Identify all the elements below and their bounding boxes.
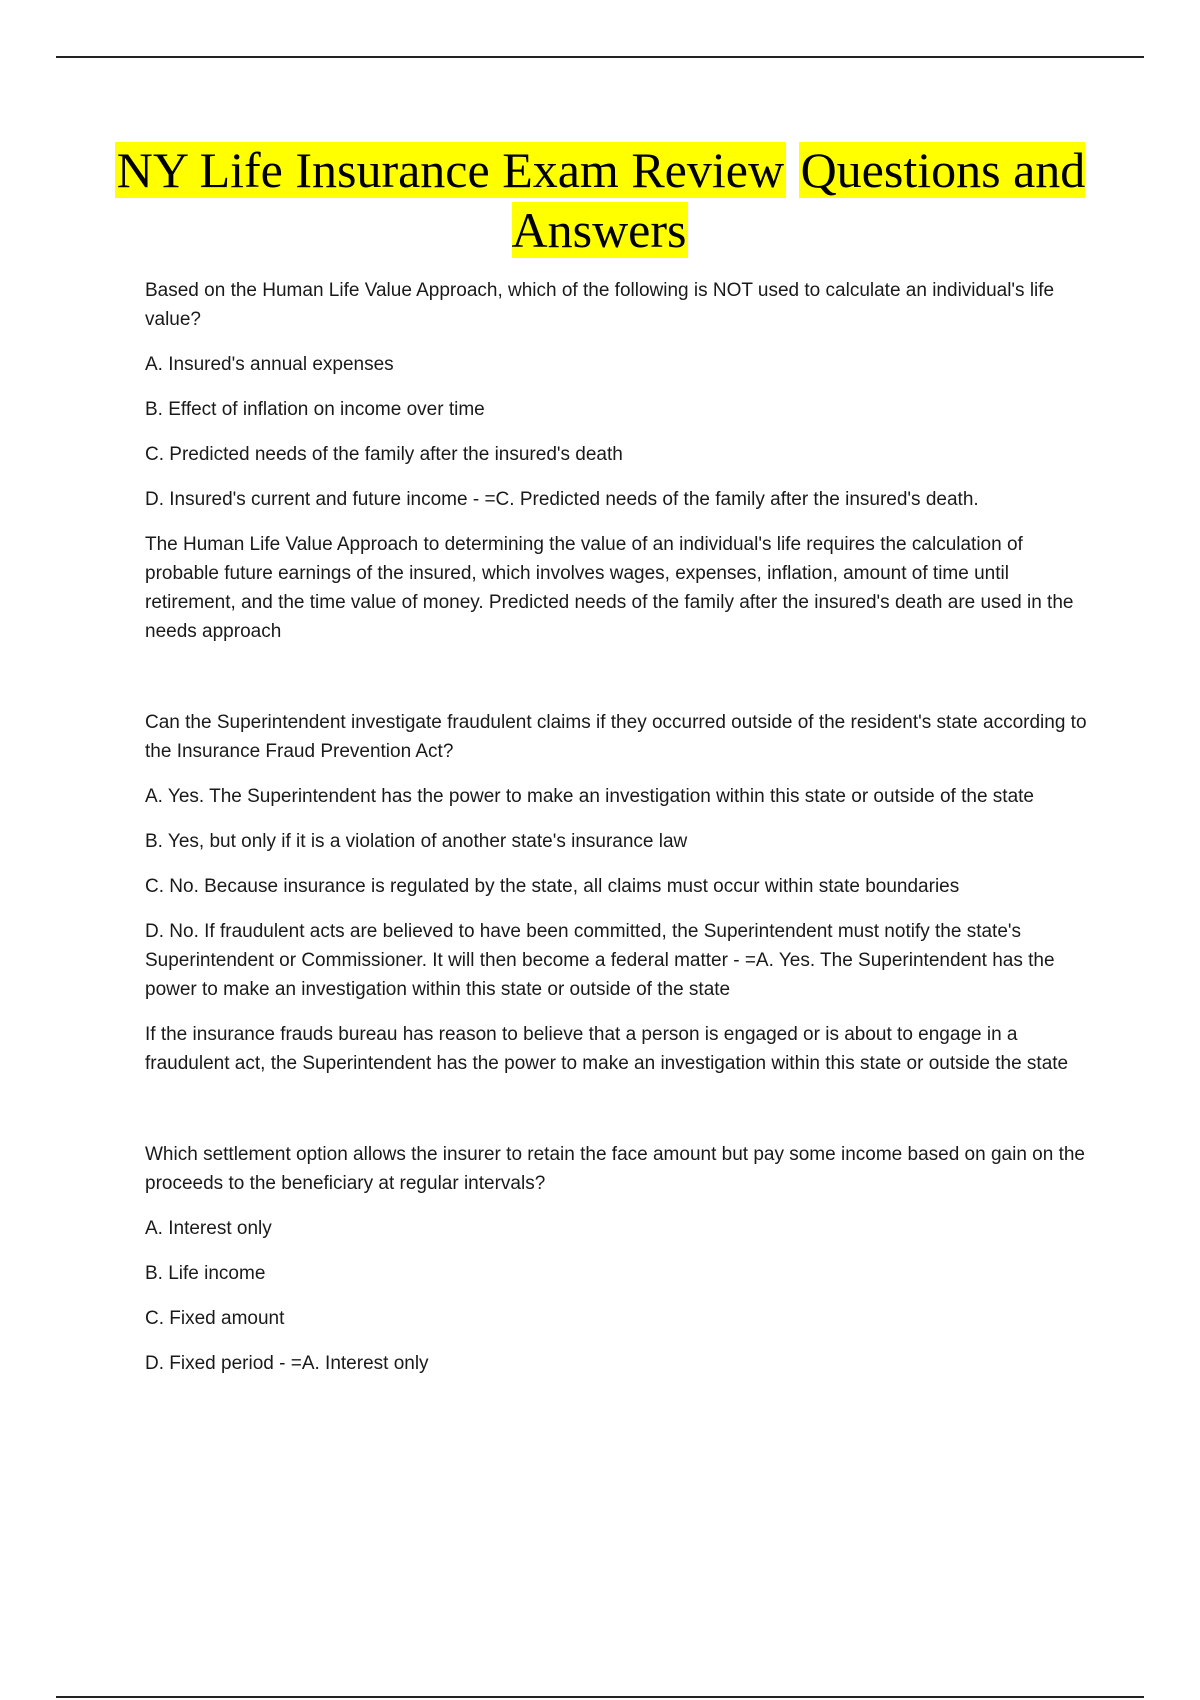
option-c: C. Predicted needs of the family after the insured's death [145,444,623,465]
option-d-answer: D. Fixed period - =A. Interest only [145,1353,429,1374]
option-a: A. Yes. The Superintendent has the power to make an investigation within this state or outside of the state [145,786,1034,807]
option-c: C. No. Because insurance is regulated by the state, all claims must occur within state boundaries [145,876,960,897]
option-d-answer: D. Insured's current and future income - =C. Predicted needs of the family after the insured's death. [145,489,979,510]
option-d-answer: D. No. If fraudulent acts are believed to have been committed, the Superintendent must notify the state's Superintendent or Commissioner. It will then become a federal matter - =A. Yes. The Superintendent has the power to make an investigation within this state or outside of the state [145,921,1055,1000]
section-spacer [145,1094,1090,1140]
bottom-rule [56,1696,1144,1698]
section-spacer [145,662,1090,708]
explanation: If the insurance frauds bureau has reason to believe that a person is engaged or is about to engage in a fraudulent act, the Superintendent has the power to make an investigation within this state or outside the state [145,1024,1069,1074]
option-b: B. Effect of inflation on income over time [145,399,485,420]
question-text: Based on the Human Life Value Approach, which of the following is NOT used to calculate an individual's life value? [145,280,1055,330]
question-text: Which settlement option allows the insurer to retain the face amount but pay some income based on gain on the proceeds to the beneficiary at regular intervals? [145,1144,1085,1194]
explanation: The Human Life Value Approach to determining the value of an individual's life requires the calculation of probable future earnings of the insured, which involves wages, expenses, inflation, amount of time until retirement, and the time value of money. Predicted needs of the family after the insured's death are used in the needs approach [145,534,1074,642]
option-a: A. Insured's annual expenses [145,354,394,375]
question-block-2 [145,708,1090,1078]
option-b: B. Life income [145,1263,266,1284]
question-block-3 [145,1140,1090,1378]
option-c: C. Fixed amount [145,1308,285,1329]
page-title [100,140,1100,260]
document-body [145,276,1090,1394]
title-highlight-1: NY Life Insurance Exam Review [116,142,785,198]
title-highlight-2: Questions and Answers [511,142,1086,258]
option-b: B. Yes, but only if it is a violation of another state's insurance law [145,831,688,852]
option-a: A. Interest only [145,1218,272,1239]
question-text: Can the Superintendent investigate fraudulent claims if they occurred outside of the resident's state according to the Insurance Fraud Prevention Act? [145,712,1087,762]
question-block-1 [145,276,1090,646]
top-rule [56,56,1144,58]
